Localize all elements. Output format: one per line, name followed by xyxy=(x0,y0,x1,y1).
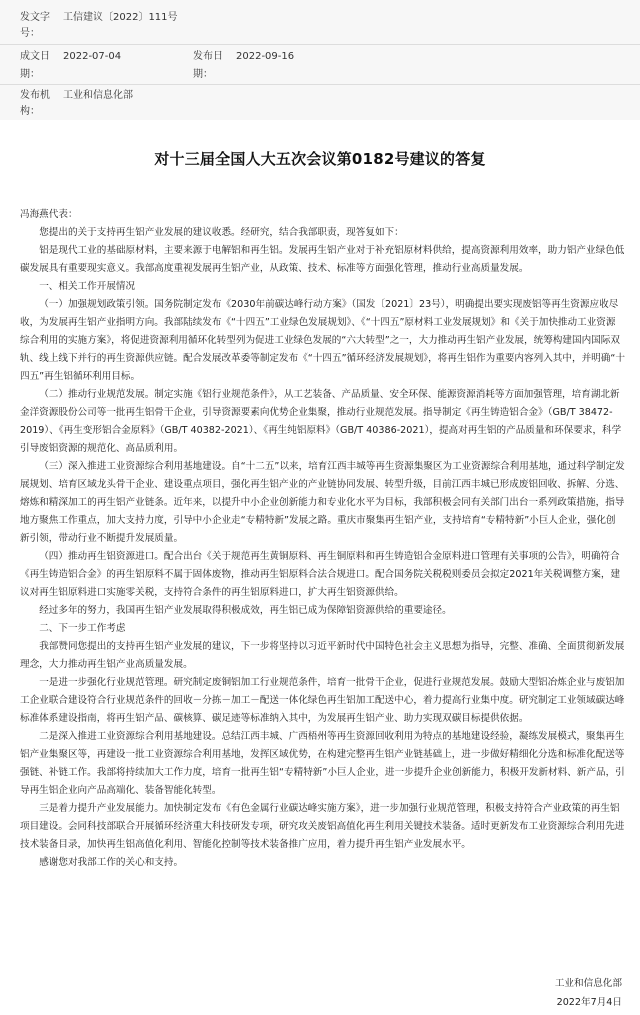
paragraph: 您提出的关于支持再生铝产业发展的建议收悉。经研究，结合我部职责，现答复如下： xyxy=(39,227,404,238)
divider xyxy=(0,44,640,45)
issuer-label: 发布机 xyxy=(20,90,50,101)
paragraph: 我部赞同您提出的支持再生铝产业发展的建议，下一步将坚持以习近平新时代中国特色社会主义思想为指导，完整、准确、全面贯彻新发展理念，大力推动再生铝产业高质量发展。 xyxy=(20,641,625,670)
divider xyxy=(0,84,640,85)
paragraph: （四）推动再生铝资源进口。配合出台《关于规范再生黄铜原料、再生铜原料和再生铸造铝合金原料进口管理有关事项的公告》，明确符合《再生铸造铝合金》的再生铝原料不属于固体废物，推动再生铝原料合法合规进口。配合国务院关税税则委员会拟定2021年关税调整方案，建议对再生铝原料进口实施零关税，支持符合条件的再生铝原料进口，扩大再生铝资源供给。 xyxy=(20,551,621,598)
publish-date-label: 发布日 xyxy=(193,51,223,62)
paragraph: 经过多年的努力，我国再生铝产业发展取得积极成效，再生铝已成为保障铝资源供给的重要途径。 xyxy=(39,605,452,616)
paragraph: （三）深入推进工业资源综合利用基地建设。自“十二五”以来，培育江西丰城等再生资源集聚区为工业资源综合利用基地，通过科学制定发展规划、培育区域龙头骨干企业、建设重点项目，强化再生铝产业的产业链协同发展、转型升级，目前江西丰城已形成废铝回收、拆解、分选、熔炼和精深加工的再生铝产业链条。近年来，以提升中小企业创新能力和专业化水平为目标，我部积极会同有关部门出台一系列政策措施，指导地方聚焦工作重点，加大支持力度，引导中小企业走“专精特新”发展之路。重庆市聚集再生铝产业，支持培育“专精特新”小巨人企业，强化创新引领，带动行业不断提升发展质量。 xyxy=(20,461,625,544)
paragraph: （二）推动行业规范发展。制定实施《铝行业规范条件》，从工艺装备、产品质量、安全环保、能源资源消耗等方面加强管理，培育湖北新金洋资源股份公司等一批再生铝骨干企业，引导资源要素向优势企业集聚，推动行业规范发展。指导制定《再生铸造铝合金》（GB/T 38472-2019）、《再生变形铝合金原料》（GB/T 40382-2021）、《再生纯铝原料》（GB/T 40386-2021），提高对再生铝的产品质量和环保要求，科学引导废铝资源的规范化、高品质利用。 xyxy=(20,389,622,454)
written-date-label-cont: 期： xyxy=(20,69,40,80)
closing-line: 感谢您对我部工作的关心和支持。 xyxy=(39,857,184,868)
salutation: 冯海燕代表： xyxy=(20,209,78,220)
written-date-value: 2022-07-04 xyxy=(63,51,122,62)
page-title: 对十三届全国人大五次会议第0182号建议的答复 xyxy=(154,150,486,168)
issuer-value: 工业和信息化部 xyxy=(63,90,133,101)
section-heading: 二、下一步工作考虑 xyxy=(39,623,126,634)
issuer-label-cont: 构： xyxy=(20,106,40,117)
paragraph: 二是深入推进工业资源综合利用基地建设。总结江西丰城、广西梧州等再生资源回收利用为特点的基地建设经验，凝练发展模式，聚集再生铝产业集聚区等，再建设一批工业资源综合利用基地，发挥区域优势，在构建完整再生铝产业链基础上，进一步做好精细化分选和标准化配送等强链、补链工作。我部将持续加大工作力度，培育一批再生铝“专精特新”小巨人企业，进一步提升企业创新能力，积极开发新材料、新产品，引导再生铝企业向产品高端化、装备智能化转型。 xyxy=(20,731,625,796)
paragraph: 一是进一步强化行业规范管理。研究制定废铜铝加工行业规范条件，培育一批骨干企业，促进行业规范发展。鼓励大型铝冶炼企业与废铝加工企业联合建设符合行业规范条件的回收－分拣－加工－配送一体化绿色再生铝加工配送中心，着力提高行业集中度。研究制定工业领域碳达峰标准体系建设指南，将再生铝产品、碳核算、碳足迹等标准纳入其中，为发展再生铝产业、助力实现双碳目标提供依据。 xyxy=(20,677,625,724)
written-date-label: 成文日 xyxy=(20,51,50,62)
doc-no-label-cont: 号： xyxy=(20,28,40,39)
doc-no-value: 工信建议〔2022〕111号 xyxy=(63,12,178,23)
section-heading: 一、相关工作开展情况 xyxy=(39,281,136,292)
signature-org: 工业和信息化部 xyxy=(554,978,622,989)
paragraph: 三是着力提升产业发展能力。加快制定发布《有色金属行业碳达峰实施方案》，进一步加强行业规范管理，积极支持符合产业政策的再生铝项目建设。会同科技部联合开展循环经济重大科技研发专项，研究攻关废铝高值化再生利用关键技术装备。适时更新发布工业资源综合利用先进技术装备目录，加快再生铝高值化利用、智能化控制等技术装备推广应用，着力提升再生铝产业发展水平。 xyxy=(20,803,625,850)
document-body xyxy=(20,206,625,872)
doc-no-label: 发文字 xyxy=(20,12,50,23)
signature-date: 2022年7月4日 xyxy=(556,997,622,1008)
publish-date-value: 2022-09-16 xyxy=(236,51,295,62)
paragraph: （一）加强规划政策引领。国务院制定发布《2030年前碳达峰行动方案》（国发〔2021〕23号），明确提出要实现废铝等再生资源应收尽收，为发展再生铝产业指明方向。我部陆续发布《“十四五”工业绿色发展规划》、《“十四五”原材料工业发展规划》和《关于加快推动工业资源综合利用的实施方案》，将促进资源利用循环化转型列为促进工业绿色发展的“六大转型”之一，大力推动再生铝产业发展，统筹构建国内国际双轨、线上线下并行的再生资源供应链。配合发展改革委等制定发布《“十四五”循环经济发展规划》，将再生铝作为重要内容列入其中，并明确“十四五”再生铝循环利用目标。 xyxy=(20,299,625,382)
publish-date-label-cont: 期： xyxy=(193,69,213,80)
paragraph: 铝是现代工业的基础原材料，主要来源于电解铝和再生铝。发展再生铝产业对于补充铝原材料供给，提高资源利用效率，助力铝产业绿色低碳发展具有重要现实意义。我部高度重视发展再生铝产业，从政策、技术、标准等方面强化管理，推动行业高质量发展。 xyxy=(20,245,625,274)
